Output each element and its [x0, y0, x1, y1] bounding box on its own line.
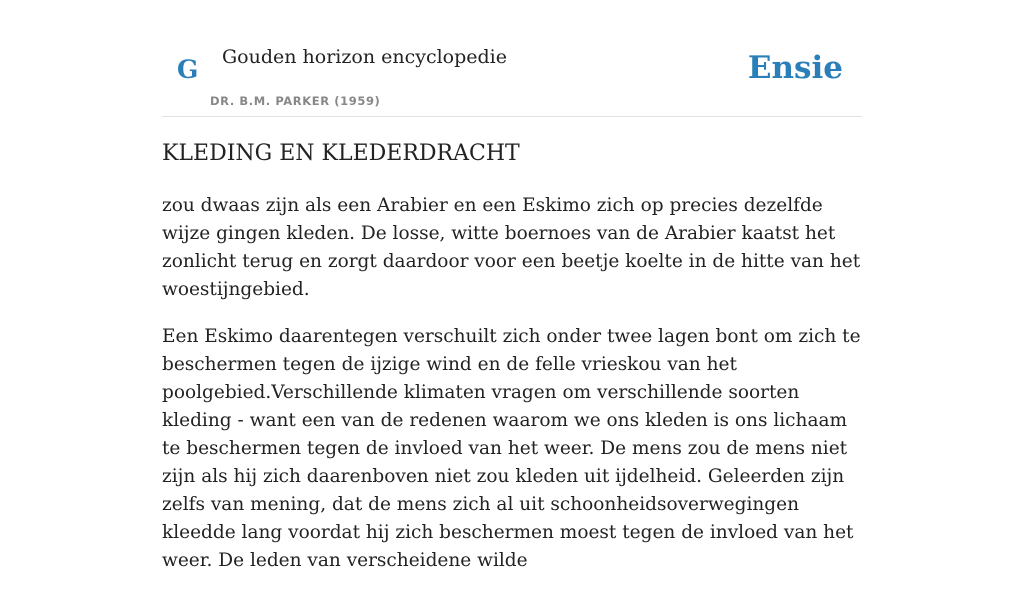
- paragraph: Een Eskimo daarentegen verschuilt zich onder twee lagen bont om zich te beschermen tegen de ijzige wind en de felle vrieskou van het poolgebied.Verschillende klimaten vragen om verschillende soorten kleding - want een van de redenen waarom we ons kleden is ons lichaam te beschermen tegen de invloed van het weer. De mens zou de mens niet zijn als hij zich daarenboven niet zou kleden uit ijdelheid. Geleerden zijn zelfs van mening, dat de mens zich al uit schoonheidsoverwegingen kleedde lang voordat hij zich beschermen moest tegen de invloed van het weer. De leden van verscheidene wilde: [162, 326, 861, 571]
- source-author: DR. B.M. PARKER (1959): [210, 94, 381, 108]
- brand-logo[interactable]: Ensie: [747, 50, 843, 86]
- paragraph: zou dwaas zijn als een Arabier en een Eskimo zich op precies dezelfde wijze gingen kleden. De losse, witte boernoes van de Arabier kaatst het zonlicht terug en zorgt daardoor voor een beetje koelte in de hitte van het woestijngebied.: [162, 195, 861, 300]
- entry-body: [162, 192, 867, 594]
- entry-title: KLEDING EN KLEDERDRACHT: [162, 141, 520, 166]
- source-title[interactable]: Gouden horizon encyclopedie: [222, 46, 507, 68]
- page-header: [162, 0, 862, 117]
- source-logo[interactable]: G: [177, 55, 199, 84]
